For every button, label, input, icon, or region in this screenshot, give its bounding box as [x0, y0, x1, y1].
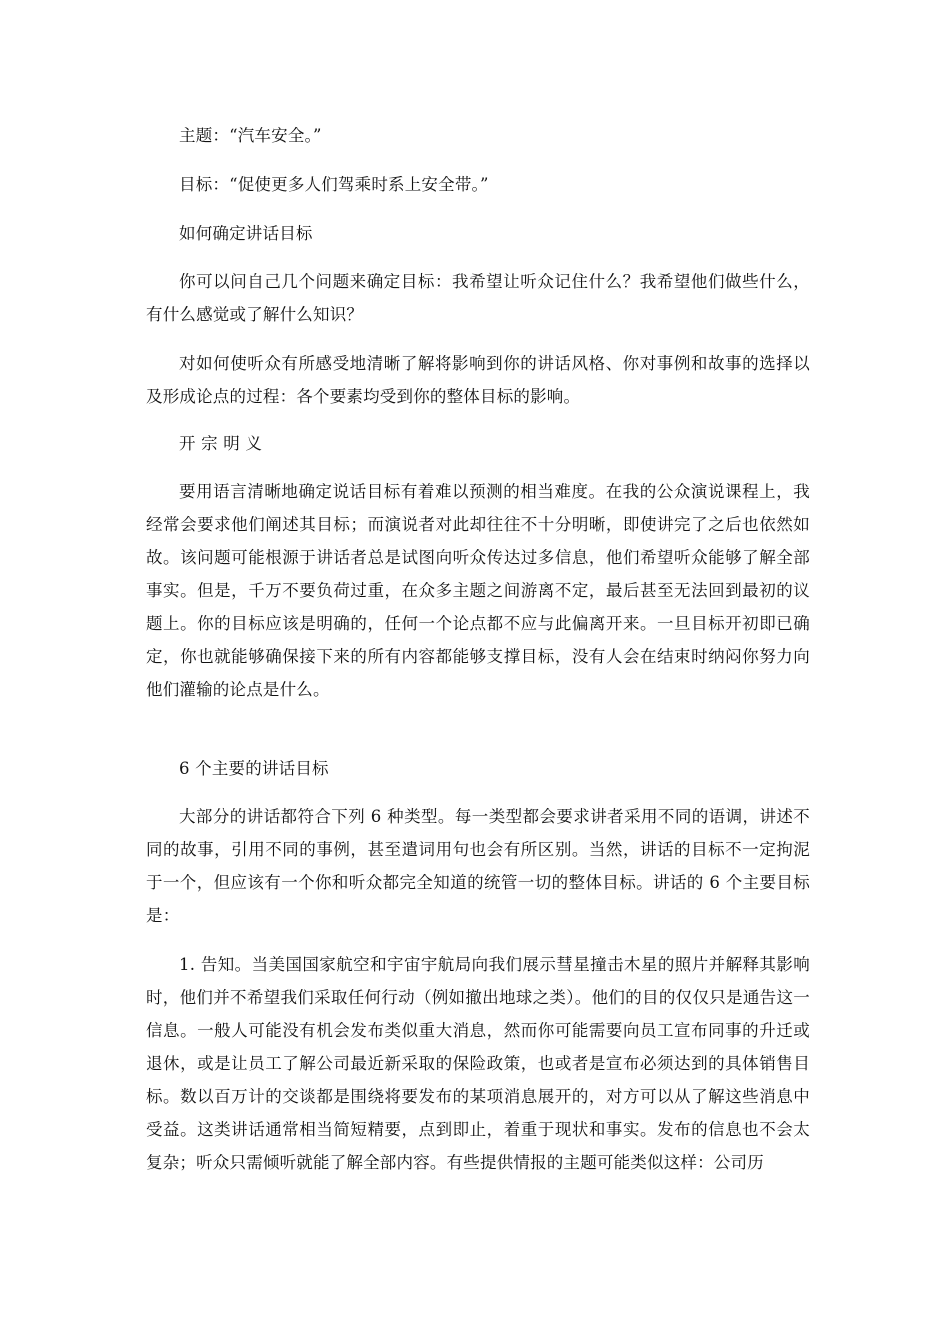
section-heading-get-to-the-point: 开 宗 明 义	[179, 434, 263, 453]
paragraph-clarity: 要用语言清晰地确定说话目标有着难以预测的相当难度。在我的公众演说课程上，我经常会要求他们阐述其目标；而演说者对此却往往不十分明晰，即使讲完了之后也依然如故。该问题可能根源于讲话者总是试图向听众传达过多信息，他们希望听众能够了解全部事实。但是，千万不要负荷过重，在众多主题之间游离不定，最后甚至无法回到最初的议题上。你的目标应该是明确的，任何一个论点都不应与此偏离开来。一旦目标开初即已确定，你也就能够确保接下来的所有内容都能够支撑目标，没有人会在结束时纳闷你努力向他们灌输的论点是什么。	[146, 482, 810, 699]
paragraph-questions: 你可以问自己几个问题来确定目标：我希望让听众记住什么？我希望他们做些什么，有什么感觉或了解什么知识？	[146, 272, 810, 324]
paragraph-influence: 对如何使听众有所感受地清晰了解将影响到你的讲话风格、你对事例和故事的选择以及形成论点的过程：各个要素均受到你的整体目标的影响。	[146, 354, 810, 406]
goal-line: 目标：“促使更多人们驾乘时系上安全带。”	[179, 175, 489, 194]
section-heading-how-to-set-goal: 如何确定讲话目标	[179, 224, 313, 243]
section-heading-six-goals: 6 个主要的讲话目标	[179, 759, 329, 778]
paragraph-inform: 1. 告知。当美国国家航空和宇宙宇航局向我们展示彗星撞击木星的照片并解释其影响时，他们并不希望我们采取任何行动（例如撤出地球之类）。他们的目的仅仅只是通告这一信息。一般人可能没有机会发布类似重大消息，然而你可能需要向员工宣布同事的升迁或退休，或是让员工了解公司最近新采取的保险政策，也或者是宣布必须达到的具体销售目标。数以百万计的交谈都是围绕将要发布的某项消息展开的，对方可以从了解这些消息中受益。这类讲话通常相当简短精要，点到即止，着重于现状和事实。发布的信息也不会太复杂；听众只需倾听就能了解全部内容。有些提供情报的主题可能类似这样：公司历	[146, 955, 810, 1172]
topic-line: 主题：“汽车安全。”	[179, 126, 322, 145]
paragraph-six-types: 大部分的讲话都符合下列 6 种类型。每一类型都会要求讲者采用不同的语调，讲述不同的故事，引用不同的事例，甚至遣词用句也会有所区别。当然，讲话的目标不一定拘泥于一个，但应该有一个你和听众都完全知道的统管一切的整体目标。讲话的 6 个主要目标是：	[146, 807, 810, 925]
